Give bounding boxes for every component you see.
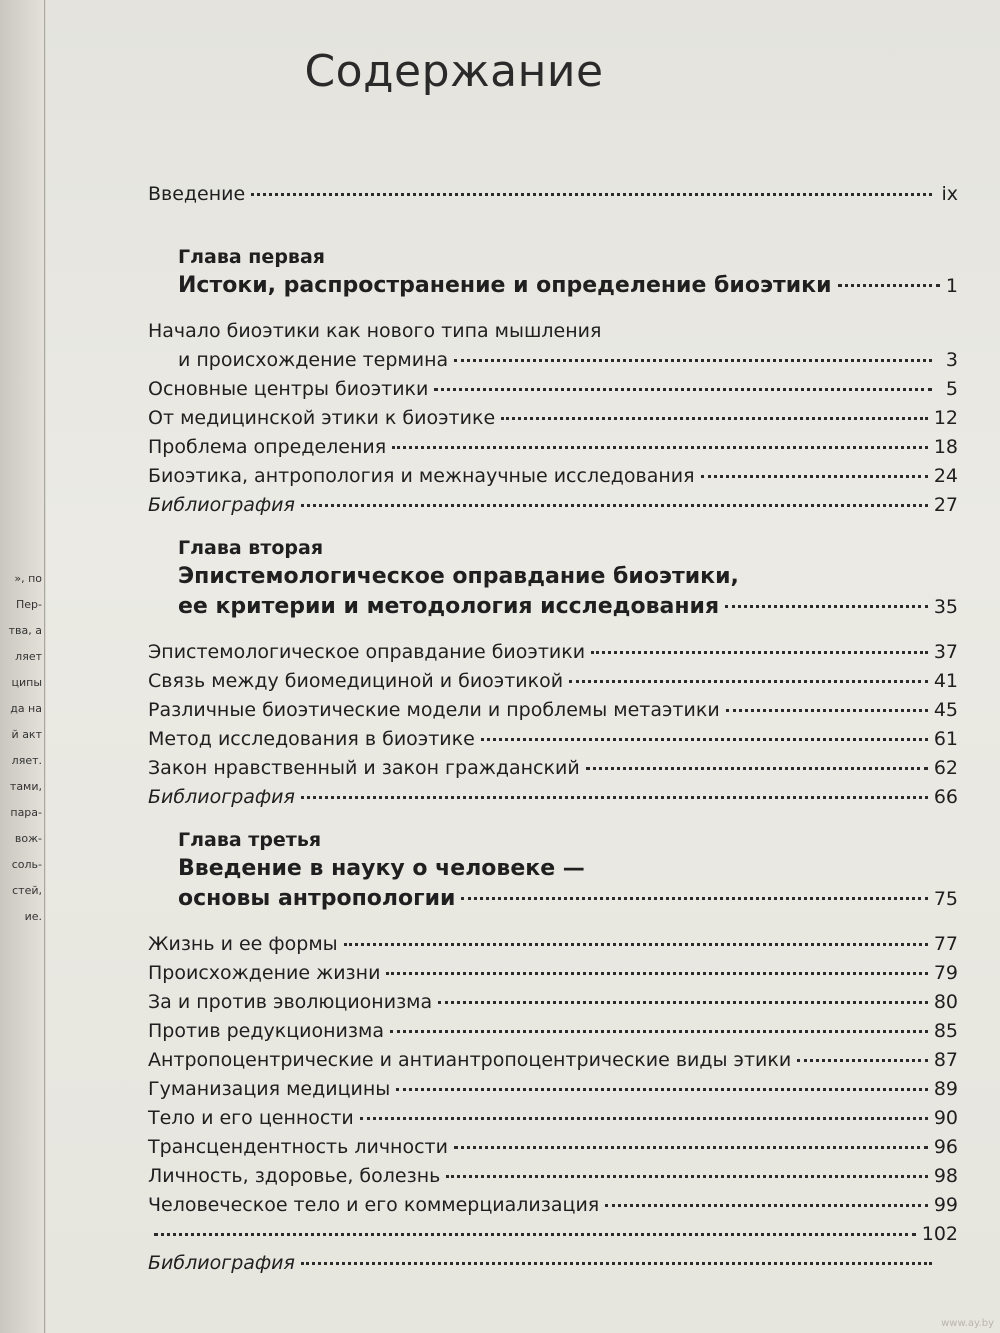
chapter-title-text: Введение в науку о человеке — <box>178 856 585 881</box>
toc-entry-page: 66 <box>933 786 958 808</box>
left-page-fragment: пара- <box>10 806 42 819</box>
toc-entry-label: Закон нравственный и закон гражданский <box>148 757 580 779</box>
dot-leader <box>501 417 928 420</box>
chapter-page: 75 <box>933 888 958 910</box>
toc-entry[interactable] <box>148 317 958 346</box>
toc-entry[interactable] <box>148 667 958 696</box>
toc-entry[interactable] <box>148 1075 958 1104</box>
toc-entry-bibliography[interactable] <box>148 1249 958 1278</box>
chapter-page: 35 <box>933 596 958 618</box>
dot-leader <box>154 1233 916 1236</box>
toc-entry-page: 90 <box>933 1107 958 1129</box>
toc-entry-page: 99 <box>933 1194 958 1216</box>
toc-entry[interactable] <box>148 433 958 462</box>
toc-entry-bibliography[interactable] <box>148 783 958 812</box>
dot-leader <box>725 605 928 608</box>
toc-entry-label: Библиография <box>148 786 295 808</box>
chapter-title-text: ее критерии и методология исследования <box>178 594 720 619</box>
chapter-label: Глава третья <box>178 829 322 851</box>
toc-entry-page: 41 <box>933 670 958 692</box>
toc-entry-label: Библиография <box>148 494 295 516</box>
chapter-title[interactable] <box>148 271 958 301</box>
toc-entry-page: 27 <box>933 494 958 516</box>
left-page-fragment: ляет. <box>11 754 42 767</box>
chapter-title-text: основы антропологии <box>178 886 456 911</box>
dot-leader <box>838 284 940 287</box>
left-page-fragment: да на <box>10 702 42 715</box>
toc-entry[interactable] <box>148 462 958 491</box>
dot-leader <box>454 1146 928 1149</box>
toc-entry-page: 61 <box>933 728 958 750</box>
toc-entry-label: Тело и его ценности <box>148 1107 354 1129</box>
toc-entry[interactable] <box>148 1017 958 1046</box>
toc-entry-page: 85 <box>933 1020 958 1042</box>
toc-entry[interactable] <box>148 1133 958 1162</box>
dot-leader <box>586 767 928 770</box>
toc-entry-label: Гуманизация медицины <box>148 1078 391 1100</box>
dot-leader <box>461 897 927 900</box>
toc-entry[interactable] <box>148 1220 958 1249</box>
toc-entry-label: Различные биоэтические модели и проблемы метаэтики <box>148 699 720 721</box>
table-of-contents <box>148 180 958 1278</box>
spacer <box>148 301 958 317</box>
toc-entry[interactable] <box>148 638 958 667</box>
toc-entry[interactable] <box>148 959 958 988</box>
left-page-text-fragments <box>0 566 44 930</box>
page-title: Содержание <box>304 46 604 97</box>
chapters-list <box>148 229 958 1278</box>
chapter-title[interactable] <box>148 562 958 592</box>
dot-leader <box>701 475 928 478</box>
toc-entry-label: Жизнь и ее формы <box>148 933 338 955</box>
toc-entry-page: 80 <box>933 991 958 1013</box>
toc-entry[interactable] <box>148 988 958 1017</box>
left-page-fragment: Пер- <box>16 598 42 611</box>
toc-entry-label: Метод исследования в биоэтике <box>148 728 475 750</box>
chapter-title-text: Истоки, распространение и определение биоэтики <box>178 273 832 298</box>
toc-entry-page: 96 <box>933 1136 958 1158</box>
chapter-title[interactable] <box>148 884 958 914</box>
left-page-fragment: вож- <box>14 832 42 845</box>
left-page-fragment: ие. <box>24 910 42 923</box>
left-page-fragment: тами, <box>9 780 42 793</box>
dot-leader <box>446 1175 928 1178</box>
toc-entry-page: 37 <box>933 641 958 663</box>
dot-leader <box>438 1001 928 1004</box>
toc-entry[interactable] <box>148 1191 958 1220</box>
toc-entry-label: Введение <box>148 183 246 205</box>
toc-entry-page: 79 <box>933 962 958 984</box>
toc-entry-page: 77 <box>933 933 958 955</box>
toc-entry-page: 12 <box>933 407 958 429</box>
spacer <box>148 520 958 534</box>
toc-entry[interactable] <box>148 346 958 375</box>
toc-entry[interactable] <box>148 725 958 754</box>
dot-leader <box>396 1088 928 1091</box>
spacer <box>148 229 958 243</box>
toc-entry[interactable] <box>148 1046 958 1075</box>
toc-entry[interactable] <box>148 1162 958 1191</box>
toc-entry-label: Личность, здоровье, болезнь <box>148 1165 441 1187</box>
dot-leader <box>797 1059 928 1062</box>
toc-entry-label: Происхождение жизни <box>148 962 381 984</box>
dot-leader <box>390 1030 928 1033</box>
toc-entry-label: Проблема определения <box>148 436 387 458</box>
toc-entry[interactable] <box>148 1104 958 1133</box>
toc-entry[interactable] <box>148 404 958 433</box>
toc-entry-page: 45 <box>933 699 958 721</box>
left-page-fragment: стей, <box>12 884 42 897</box>
toc-entry-label: Библиография <box>148 1252 295 1274</box>
dot-leader <box>392 446 928 449</box>
dot-leader <box>301 796 928 799</box>
dot-leader <box>434 388 932 391</box>
dot-leader <box>726 709 928 712</box>
toc-entry-label: Против редукционизма <box>148 1020 384 1042</box>
toc-entry-page: ix <box>941 183 958 205</box>
dot-leader <box>591 651 928 654</box>
toc-entry-label: От медицинской этики к биоэтике <box>148 407 496 429</box>
toc-entry[interactable] <box>148 375 958 404</box>
toc-entry-bibliography[interactable] <box>148 491 958 520</box>
chapter-title-text: Эпистемологическое оправдание биоэтики, <box>178 564 739 589</box>
toc-entry-label: Основные центры биоэтики <box>148 378 429 400</box>
left-page-edge <box>0 0 45 1333</box>
dot-leader <box>360 1117 928 1120</box>
toc-entry-page: 87 <box>933 1049 958 1071</box>
chapter-label: Глава первая <box>178 246 325 268</box>
toc-entry[interactable] <box>148 696 958 725</box>
toc-entry-label: Биоэтика, антропология и межнаучные исследования <box>148 465 695 487</box>
toc-entry-page: 24 <box>933 465 958 487</box>
dot-leader <box>251 193 932 196</box>
spacer <box>148 914 958 930</box>
chapter-title[interactable] <box>148 592 958 622</box>
toc-entry-label: Антропоцентрические и антиантропоцентрические виды этики <box>148 1049 792 1071</box>
spacer <box>148 812 958 826</box>
left-page-fragment: тва, а <box>8 624 42 637</box>
spacer <box>148 622 958 638</box>
dot-leader <box>605 1204 928 1207</box>
toc-entry-label: За и против эволюционизма <box>148 991 433 1013</box>
toc-entry-page: 5 <box>945 378 958 400</box>
toc-entry-page: 3 <box>945 349 958 371</box>
toc-entry[interactable] <box>148 930 958 959</box>
left-page-fragment: й акт <box>11 728 42 741</box>
toc-entry-page: 89 <box>933 1078 958 1100</box>
chapter-page: 1 <box>945 275 958 297</box>
toc-entry-label: и происхождение термина <box>178 349 449 371</box>
toc-entry-label: Связь между биомедициной и биоэтикой <box>148 670 564 692</box>
dot-leader <box>481 738 928 741</box>
dot-leader <box>454 359 932 362</box>
toc-entry-page: 98 <box>933 1165 958 1187</box>
left-page-fragment: соль- <box>11 858 42 871</box>
chapter-label: Глава вторая <box>178 537 324 559</box>
toc-entry-label: Трансцендентность личности <box>148 1136 448 1158</box>
toc-entry-label: Человеческое тело и его коммерциализация <box>148 1194 600 1216</box>
chapter-title[interactable] <box>148 854 958 884</box>
left-page-fragment: », по <box>14 572 42 585</box>
dot-leader <box>569 680 928 683</box>
dot-leader <box>301 1262 932 1265</box>
toc-entry-label: Эпистемологическое оправдание биоэтики <box>148 641 586 663</box>
toc-entry-label: Начало биоэтики как нового типа мышления <box>148 320 602 342</box>
toc-entry-page: 62 <box>933 757 958 779</box>
left-page-fragment: ципы <box>11 676 42 689</box>
toc-entry-introduction[interactable] <box>148 180 958 209</box>
toc-entry-page: 18 <box>933 436 958 458</box>
dot-leader <box>386 972 927 975</box>
dot-leader <box>301 504 928 507</box>
dot-leader <box>344 943 928 946</box>
watermark: www.ay.by <box>941 1318 994 1329</box>
toc-entry-page: 102 <box>921 1223 958 1245</box>
toc-entry[interactable] <box>148 754 958 783</box>
left-page-fragment: ляет <box>15 650 42 663</box>
